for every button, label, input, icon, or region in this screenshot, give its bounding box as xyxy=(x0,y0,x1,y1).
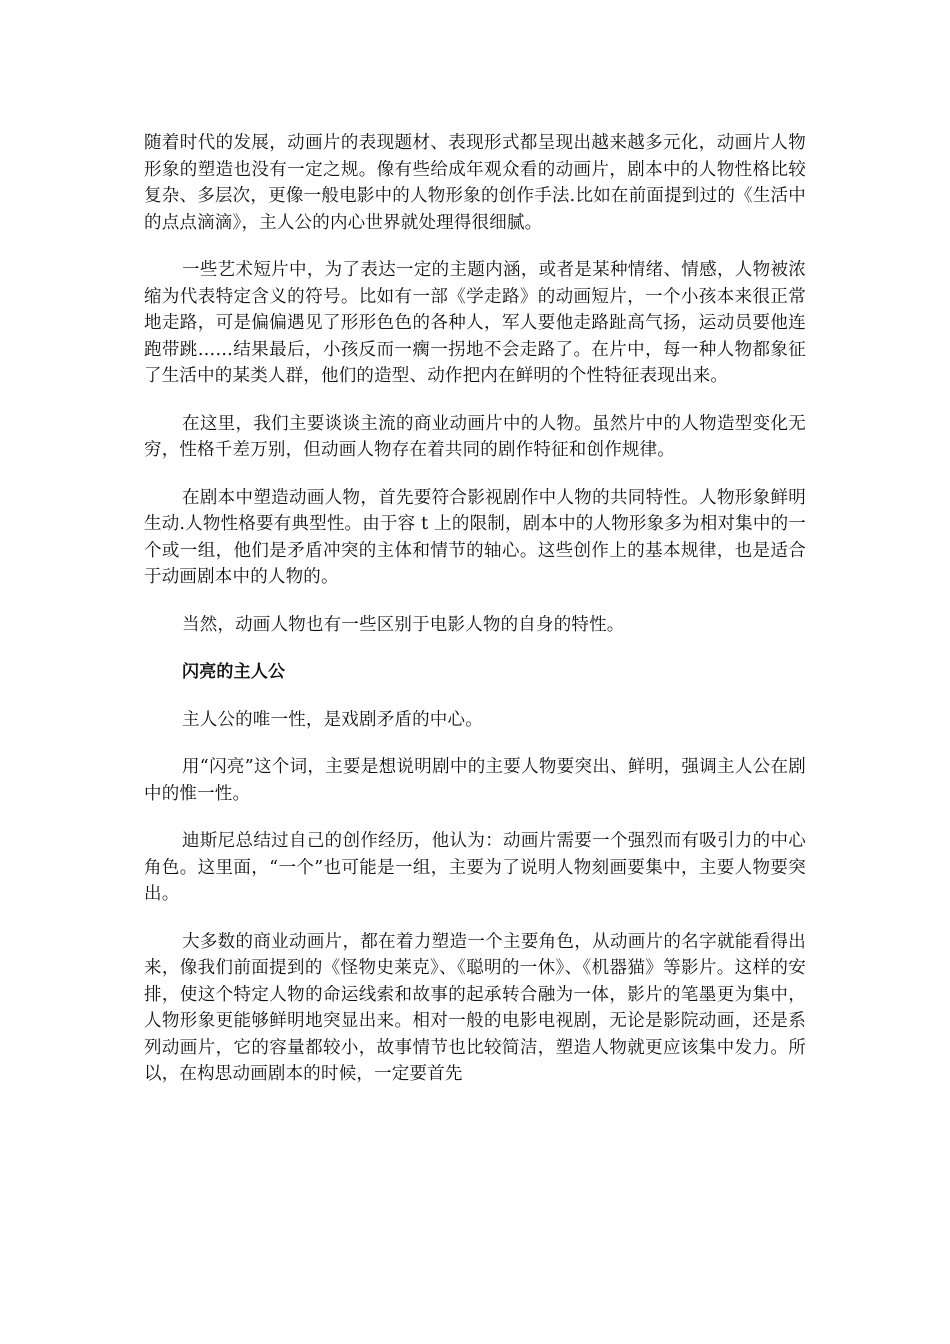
paragraph-commercial-main-role: 大多数的商业动画片，都在着力塑造一个主要角色，从动画片的名字就能看得出来，像我们前面提到的《怪物史莱克》、《聪明的一休》、《机器猫》等影片。这样的安排，使这个特定人物的命运线索和故事的起承转合融为一体，影片的笔墨更为集中，人物形象更能够鲜明地突显出来。相对一般的电影电视剧，无论是影院动画，还是系列动画片，它的容量都较小，故事情节也比较简洁，塑造人物就更应该集中发力。所以，在构思动画剧本的时候，一定要首先 xyxy=(144,931,806,1084)
paragraph-distinct-traits: 当然，动画人物也有一些区别于电影人物的自身的特性。 xyxy=(182,614,625,635)
paragraph-art-shorts: 一些艺术短片中，为了表达一定的主题内涵，或者是某种情绪、情感，人物被浓缩为代表特定含义的符号。比如有一部《学走路》的动画短片，一个小孩本来很正常地走路，可是偏偏遇见了形形色色的各种人，军人要他走路趾高气扬，运动员要他连跑带跳……结果最后，小孩反而一瘸一拐地不会走路了。在片中，每一种人物都象征了生活中的某类人群，他们的造型、动作把内在鲜明的个性特征表现出来。 xyxy=(144,260,806,386)
paragraph-disney-summary: 迪斯尼总结过自己的创作经历，他认为：动画片需要一个强烈而有吸引力的中心角色。这里面，“一个”也可能是一组，主要为了说明人物刻画要集中，主要人物要突出。 xyxy=(144,831,806,904)
section-heading: 闪亮的主人公 xyxy=(182,662,286,682)
paragraph-protagonist-uniqueness: 主人公的唯一性，是戏剧矛盾的中心。 xyxy=(182,709,483,730)
paragraph-intro: 随着时代的发展，动画片的表现题材、表现形式都呈现出越来越多元化，动画片人物形象的塑造也没有一定之规。像有些给成年观众看的动画片，剧本中的人物性格比较复杂、多层次，更像一般电影中的人物形象的创作手法.比如在前面提到过的《生活中的点点滴滴》，主人公的内心世界就处理得很细腻。 xyxy=(144,133,806,233)
paragraph-shining-meaning: 用“闪亮”这个词，主要是想说明剧中的主要人物要突出、鲜明，强调主人公在剧中的惟一性。 xyxy=(144,757,806,804)
paragraph-commercial-animation: 在这里，我们主要谈谈主流的商业动画片中的人物。虽然片中的人物造型变化无穷，性格千差万别，但动画人物存在着共同的剧作特征和创作规律。 xyxy=(144,413,806,460)
paragraph-character-shaping: 在剧本中塑造动画人物，首先要符合影视剧作中人物的共同特性。人物形象鲜明生动.人物性格要有典型性。由于容 t 上的限制，剧本中的人物形象多为相对集中的一个或一组，他们是矛盾冲突的主体和情节的轴心。这些创作上的基本规律，也是适合于动画剧本中的人物的。 xyxy=(144,487,806,587)
document-body xyxy=(144,130,806,1109)
